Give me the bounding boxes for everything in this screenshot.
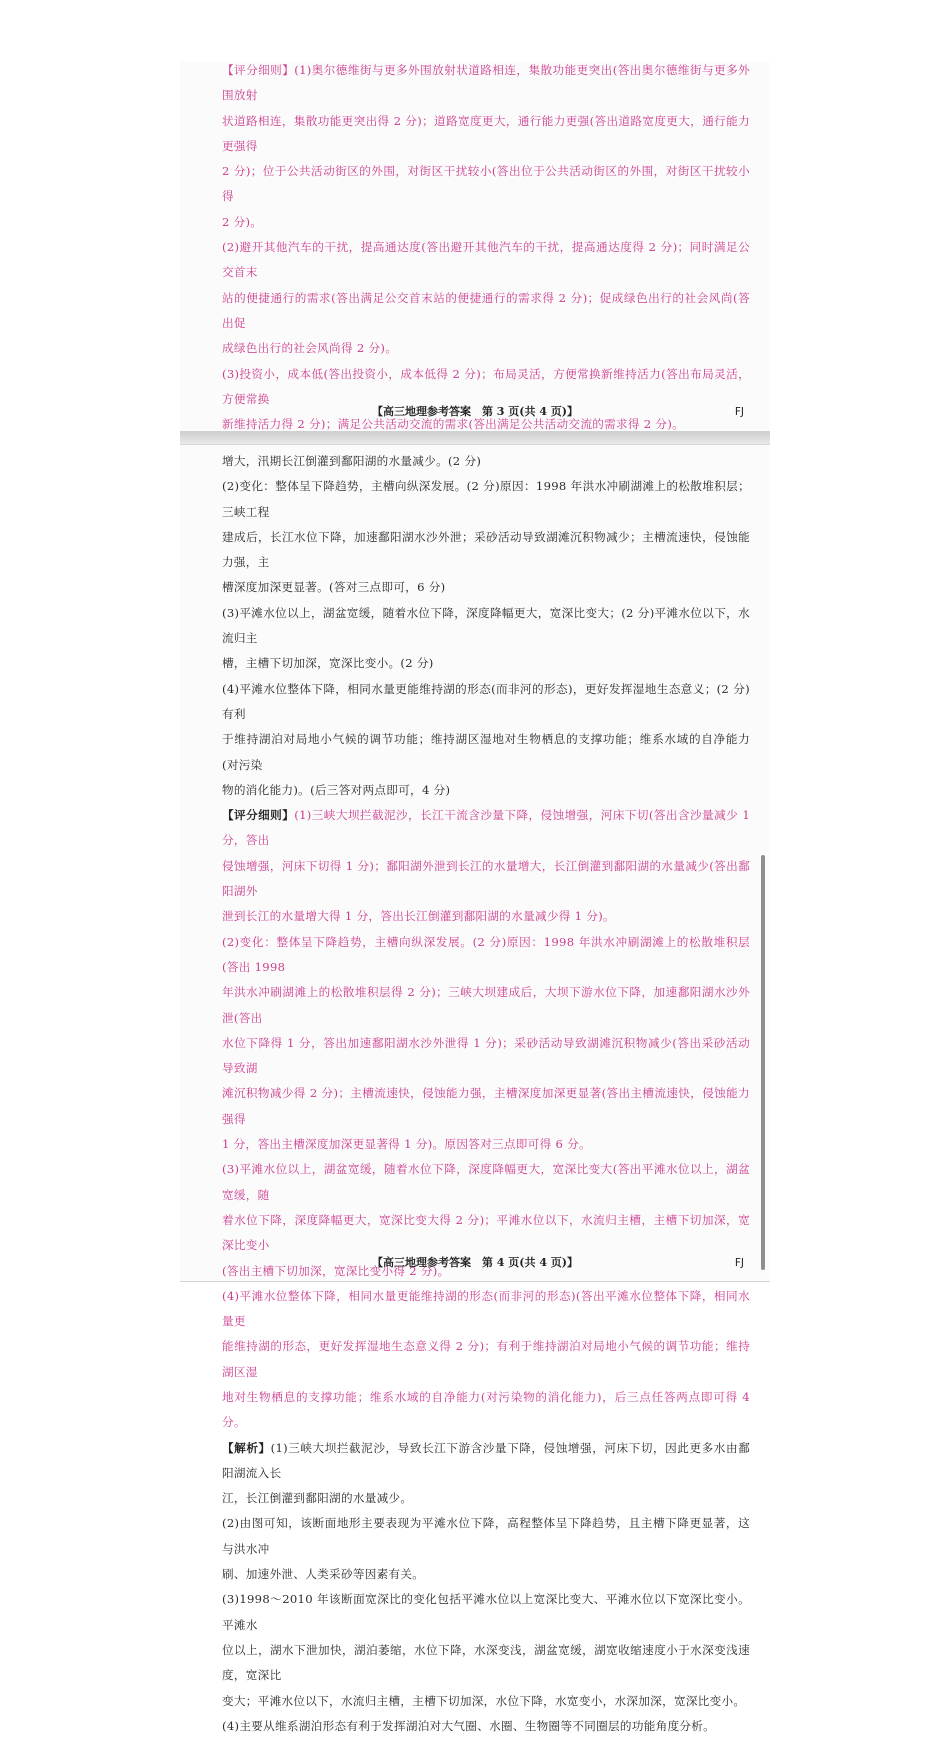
line-text: 江，长江倒灌到鄱阳湖的水量减少。 — [222, 1491, 413, 1506]
line-text: 能维持湖的形态，更好发挥湿地生态意义得 2 分)；有利于维持湖泊对局地小气候的调节功能；维持湖区湿 — [222, 1339, 750, 1379]
line-text: 着水位下降，深度降幅更大，宽深比变大得 2 分)；平滩水位以下，水流归主槽，主槽下切加深，宽深比变小 — [222, 1212, 750, 1253]
page-separator — [180, 432, 770, 444]
text-line — [222, 449, 750, 474]
text-line — [222, 1587, 750, 1638]
text-line — [222, 474, 750, 525]
page-4-content — [222, 449, 750, 1739]
line-text: (1)三峡大坝拦截泥沙，导致长江下游含沙量下降，侵蚀增强，河床下切，因此更多水由鄱阳湖流入长 — [222, 1440, 750, 1480]
text-line — [222, 601, 750, 652]
text-line — [222, 854, 750, 905]
line-text: 泄到长江的水量增大得 1 分，答出长江倒灌到鄱阳湖的水量减少得 1 分)。 — [222, 909, 615, 924]
text-line — [222, 235, 750, 286]
text-line — [222, 1081, 750, 1132]
line-text: 站的便捷通行的需求(答出满足公交首末站的便捷通行的需求得 2 分)；促成绿色出行的社会风尚(答出促 — [222, 290, 750, 330]
page-4-footer-code: FJ — [734, 1257, 744, 1269]
text-line — [222, 1157, 750, 1208]
line-text: (答出主槽下切加深，宽深比变小得 2 分)。 — [222, 1263, 450, 1278]
line-text: 位以上，湖水下泄加快，湖泊萎缩，水位下降，水深变浅，湖盆宽缓，湖宽收缩速度小于水深变浅速度，宽深比 — [222, 1642, 750, 1683]
line-text: 【评分细则】(1)奥尔德维街与更多外围放射状道路相连，集散功能更突出(答出奥尔德维街与更多外围放射 — [222, 63, 750, 103]
line-text: 侵蚀增强，河床下切得 1 分)；鄱阳湖外泄到长江的水量增大，长江倒灌到鄱阳湖的水量减少(答出鄱阳湖外 — [222, 858, 750, 899]
line-text: (3)平滩水位以上，湖盆宽缓，随着水位下降，深度降幅更大，宽深比变大；(2 分)平滩水位以下，水流归主 — [222, 605, 750, 646]
line-text: 2 分)。 — [222, 214, 263, 229]
line-text: 物的消化能力)。(后三答对两点即可，4 分) — [222, 782, 451, 797]
text-line — [222, 336, 750, 361]
text-line — [222, 803, 750, 854]
page-4-footer-title: 【高三地理参考答案 第 4 页(共 4 页)】 — [371, 1256, 579, 1269]
line-text: 于维持湖泊对局地小气候的调节功能；维持湖区湿地对生物栖息的支撑功能；维系水域的自净能力(对污染 — [222, 732, 750, 772]
page-3-footer-title: 【高三地理参考答案 第 3 页(共 4 页)】 — [371, 405, 579, 418]
text-line — [222, 1714, 750, 1739]
text-line — [222, 1284, 750, 1335]
line-text: 状道路相连，集散功能更突出得 2 分)；道路宽度更大，通行能力更强(答出道路宽度更大，通行能力更强得 — [222, 113, 750, 153]
line-text: 水位下降得 1 分，答出加速鄱阳湖水沙外泄得 1 分)；采砂活动导致湖滩沉积物减少(答出采砂活动导致湖 — [222, 1035, 750, 1076]
line-text: (1)三峡大坝拦截泥沙，长江干流含沙量下降，侵蚀增强，河床下切(答出含沙量减少 1 分，答出 — [222, 808, 750, 848]
text-line — [222, 930, 750, 981]
text-line — [222, 677, 750, 728]
text-line — [222, 1511, 750, 1562]
section-tag: 【解析】 — [222, 1440, 271, 1455]
text-line — [222, 1385, 750, 1436]
line-text: 建成后，长江水位下降，加速鄱阳湖水沙外泄；采砂活动导致湖滩沉积物减少；主槽流速快，侵蚀能力强，主 — [222, 529, 750, 570]
section-tag: 【评分细则】 — [222, 808, 295, 823]
answer-page-4 — [180, 444, 770, 1733]
line-text: (4)主要从维系湖泊形态有利于发挥湖泊对大气圈、水圈、生物圈等不同圈层的功能角度分析。 — [222, 1718, 716, 1733]
text-line — [222, 980, 750, 1031]
text-line — [222, 286, 750, 337]
line-text: 槽，主槽下切加深，宽深比变小。(2 分) — [222, 656, 434, 671]
line-text: (3)平滩水位以上，湖盆宽缓，随着水位下降，深度降幅更大，宽深比变大(答出平滩水位以上，湖盆宽缓，随 — [222, 1162, 750, 1202]
line-text: (4)平滩水位整体下降，相同水量更能维持湖的形态(而非河的形态)，更好发挥湿地生态意义；(2 分)有利 — [222, 681, 750, 721]
text-line — [222, 1689, 750, 1714]
line-text: 槽深度加深更显著。(答对三点即可，6 分) — [222, 580, 446, 595]
line-text: 刷、加速外泄、人类采砂等因素有关。 — [222, 1567, 425, 1582]
line-text: (2)由图可知，该断面地形主要表现为平滩水位下降，高程整体呈下降趋势，且主槽下降更显著，这与洪水冲 — [222, 1516, 750, 1556]
line-text: (3)1998～2010 年该断面宽深比的变化包括平滩水位以上宽深比变大、平滩水位以下宽深比变小。平滩水 — [222, 1592, 750, 1632]
line-text: 变大；平滩水位以下，水流归主槽，主槽下切加深，水位下降，水宽变小，水深加深，宽深比变小。 — [222, 1693, 746, 1708]
line-text: 2 分)；位于公共活动街区的外围，对街区干扰较小(答出位于公共活动街区的外围，对街区干扰较小得 — [222, 164, 750, 204]
line-text: 滩沉积物减少得 2 分)；主槽流速快，侵蚀能力强，主槽深度加深更显著(答出主槽流速快，侵蚀能力强得 — [222, 1086, 750, 1126]
page-3-footer-code: FJ — [734, 406, 744, 418]
vertical-scrollbar[interactable] — [761, 855, 765, 1270]
text-line — [222, 778, 750, 803]
line-text: (4)平滩水位整体下降，相同水量更能维持湖的形态(而非河的形态)(答出平滩水位整体下降，相同水量更 — [222, 1288, 750, 1329]
line-text: 地对生物栖息的支撑功能；维系水域的自净能力(对污染物的消化能力)，后三点任答两点即可得 4 分。 — [222, 1389, 750, 1430]
text-line — [222, 1486, 750, 1511]
text-line — [222, 1562, 750, 1587]
text-line — [222, 904, 750, 929]
line-text: (2)避开其他汽车的干扰，提高通达度(答出避开其他汽车的干扰，提高通达度得 2 分)；同时满足公交首末 — [222, 240, 750, 280]
text-line — [222, 1638, 750, 1689]
line-text: 增大，汛期长江倒灌到鄱阳湖的水量减少。(2 分) — [222, 454, 482, 468]
text-line — [222, 525, 750, 576]
page-4-footer — [180, 1253, 770, 1273]
text-line — [222, 58, 750, 109]
line-text: (3)投资小，成本低(答出投资小，成本低得 2 分)；布局灵活，方便常换新维持活力(答出布局灵活，方便常换 — [222, 366, 750, 406]
text-line — [222, 1436, 750, 1487]
text-line — [222, 210, 750, 235]
line-text: 1 分，答出主槽深度加深更显著得 1 分)。原因答对三点即可得 6 分。 — [222, 1137, 591, 1152]
text-line — [222, 1132, 750, 1157]
text-line — [222, 727, 750, 778]
text-line — [222, 1031, 750, 1082]
text-line — [222, 1208, 750, 1259]
line-text: 成绿色出行的社会风尚得 2 分)。 — [222, 341, 398, 356]
text-line — [222, 109, 750, 160]
answer-page-3 — [180, 62, 770, 432]
text-line — [222, 651, 750, 676]
page-3-footer — [180, 402, 770, 422]
line-text: (2)变化：整体呈下降趋势，主槽向纵深发展。(2 分)原因：1998 年洪水冲刷湖滩上的松散堆积层(答出 1998 — [222, 934, 750, 974]
text-line — [222, 1334, 750, 1385]
line-text: 年洪水冲刷湖滩上的松散堆积层得 2 分)；三峡大坝建成后，大坝下游水位下降，加速鄱阳湖水沙外泄(答出 — [222, 985, 750, 1025]
text-line — [222, 159, 750, 210]
text-line — [222, 575, 750, 600]
line-text: (2)变化：整体呈下降趋势，主槽向纵深发展。(2 分)原因：1998 年洪水冲刷湖滩上的松散堆积层；三峡工程 — [222, 479, 750, 519]
line-text: 新维持活力得 2 分)；满足公共活动交流的需求(答出满足公共活动交流的需求得 2 分)。 — [222, 417, 685, 432]
